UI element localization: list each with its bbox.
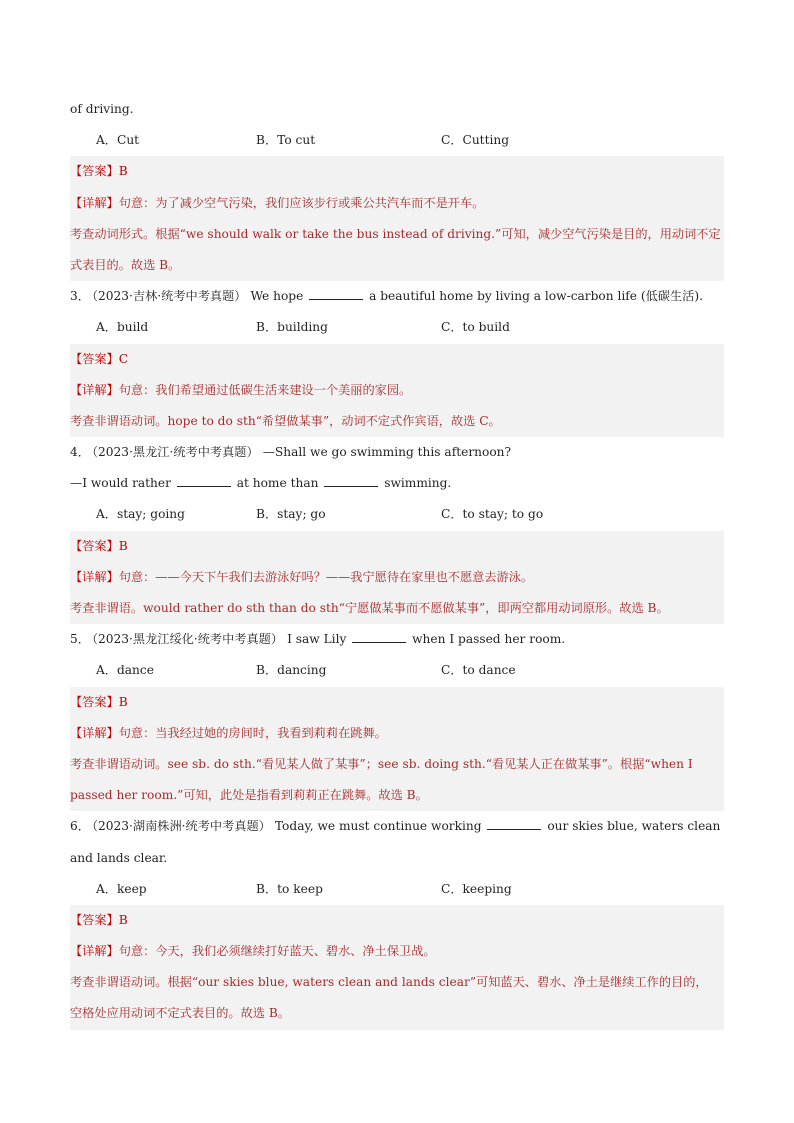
question-text: when I passed her room. [412,632,566,647]
detail-text: 句意：为了减少空气污染，我们应该步行或乘公共汽车而不是开车。 [118,195,485,210]
answer-block-q5 [70,687,724,812]
detail-label: 【详解】 [70,195,119,210]
detail-text: 句意：——今天下午我们去游泳好吗？——我宁愿待在家里也不愿意去游泳。 [118,569,534,584]
question-5 [70,624,724,655]
analysis-text: 空格处应用动词不定式表目的。故选 B。 [70,1006,291,1021]
question-text: We hope [250,289,304,304]
option-c[interactable]: C．keeping [441,881,512,896]
question-number: 6． [70,819,90,834]
detail-line [70,188,724,219]
question-text: —I would rather [70,476,171,491]
detail-text: 句意：今天，我们必须继续打好蓝天、碧水、净土保卫战。 [118,944,436,959]
detail-line [70,718,724,749]
answer-blank [352,630,406,643]
question-text: our skies blue, waters clean [547,819,721,834]
question-text: at home than [236,476,319,491]
document-page [70,94,724,1030]
detail-text: 句意：当我经过她的房间时，我看到莉莉在跳舞。 [118,725,387,740]
question-text: Today, we must continue working [274,819,482,834]
question-6-line2: and lands clear. [70,850,168,865]
answer-block-q4 [70,531,724,625]
answer-label: 【答案】 [70,164,119,179]
question-source: （2023·黑龙江绥化·统考中考真题） [91,632,284,647]
question-number: 5． [70,632,90,647]
answer-label: 【答案】 [70,694,119,709]
question-text: I saw Lily [287,632,347,647]
option-b[interactable]: B．To cut [256,133,316,148]
answer-value: C [118,351,129,366]
detail-text: 句意：我们希望通过低碳生活来建设一个美丽的家园。 [118,382,412,397]
answer-value: B [118,912,128,927]
options-q2 [70,125,724,156]
option-c[interactable]: C．to build [441,320,510,335]
options-q4 [70,499,724,530]
answer-value: B [118,164,128,179]
detail-label: 【详解】 [70,569,119,584]
question-3 [70,281,724,312]
answer-block-q6 [70,905,724,1030]
option-a[interactable]: A．Cut [96,133,140,148]
question-text: a beautiful home by living a low-carbon life (低碳生活). [369,289,704,304]
question-text: —Shall we go swimming this afternoon? [262,445,512,460]
detail-label: 【详解】 [70,944,119,959]
option-c[interactable]: C．to stay; to go [441,507,544,522]
option-b[interactable]: B．building [256,320,328,335]
answer-blank [309,287,363,300]
option-c[interactable]: C．to dance [441,663,516,678]
answer-label: 【答案】 [70,351,119,366]
options-q3 [70,312,724,343]
question-6 [70,811,724,842]
analysis-text: 考查非谓语。would rather do sth than do sth“宁愿做某事而不愿做某事”，即两空都用动词原形。故选 B。 [70,601,669,616]
question-number: 3． [70,289,90,304]
analysis-text: 考查非谓语动词。hope to do sth“希望做某事”，动词不定式作宾语，故选 C。 [70,413,501,428]
option-a[interactable]: A．dance [96,663,154,678]
answer-blank [324,474,378,487]
analysis-text: passed her room.”可知，此处是指看到莉莉正在跳舞。故选 B。 [70,788,428,803]
detail-line [70,375,724,406]
options-q6 [70,874,724,905]
answer-line [70,156,724,187]
answer-value: B [118,538,128,553]
options-q5 [70,655,724,686]
analysis-text: 考查动词形式。根据“we should walk or take the bus instead of driving.”可知，减少空气污染是目的，用动词不定式表目的。故选 B。 [70,226,721,272]
question-text: swimming. [384,476,452,491]
option-a[interactable]: A．build [96,320,149,335]
question-source: （2023·黑龙江·统考中考真题） [91,445,259,460]
answer-block-q2 [70,156,724,281]
detail-label: 【详解】 [70,382,119,397]
answer-line [70,531,724,562]
answer-line [70,905,724,936]
answer-value: B [118,694,128,709]
answer-blank [487,817,541,830]
question-source: （2023·湖南株洲·统考中考真题） [91,819,271,834]
analysis-text: 考查非谓语动词。see sb. do sth.“看见某人做了某事”；see sb. doing sth.“看见某人正在做某事”。根据“when I [70,756,693,771]
option-b[interactable]: B．to keep [256,881,323,896]
answer-blank [177,474,231,487]
answer-label: 【答案】 [70,538,119,553]
option-a[interactable]: A．stay; going [96,507,185,522]
detail-line [70,562,724,593]
question-number: 4． [70,445,90,460]
option-b[interactable]: B．stay; go [256,507,326,522]
answer-label: 【答案】 [70,912,119,927]
question-source: （2023·吉林·统考中考真题） [91,289,247,304]
detail-label: 【详解】 [70,725,119,740]
answer-line [70,687,724,718]
option-c[interactable]: C．Cutting [441,133,510,148]
question-4 [70,437,724,468]
question-fragment: of driving. [70,102,134,116]
option-b[interactable]: B．dancing [256,663,327,678]
answer-block-q3 [70,344,724,438]
answer-line [70,344,724,375]
question-4-line2 [70,468,724,499]
analysis-text: 考查非谓语动词。根据“our skies blue, waters clean and lands clear”可知蓝天、碧水、净土是继续工作的目的， [70,975,708,990]
option-a[interactable]: A．keep [96,881,147,896]
detail-line [70,936,724,967]
